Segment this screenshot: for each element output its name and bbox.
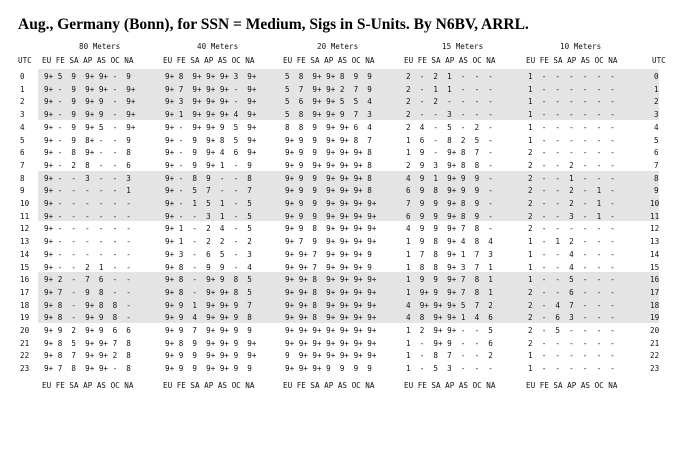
signal-cells: 6 9 8 9+ 9 9 - xyxy=(406,186,498,196)
utc-hour-right: 16 xyxy=(650,275,660,285)
utc-hour-right: 1 xyxy=(654,84,659,94)
signal-cells: 1 9 8 9+ 4 8 4 xyxy=(406,237,498,247)
signal-cells: 9+ 8 - 9+ 9 8 5 xyxy=(165,275,257,285)
signal-cells: 1 - - - - - - xyxy=(528,122,620,132)
signal-cells: 1 - 5 3 - - - xyxy=(406,364,498,374)
signal-cells: 9+ - 5 7 - - 7 xyxy=(165,186,257,196)
signal-cells: 9+ - - 2 1 - - xyxy=(44,262,136,272)
column-headers-bottom: EU FE SA AP AS OC NA xyxy=(526,380,618,390)
signal-cells: 2 - - 3 - - - xyxy=(406,110,498,120)
signal-cells: 2 4 - 5 - 2 - xyxy=(406,122,498,132)
signal-cells: 2 - - - - - - xyxy=(528,148,620,158)
signal-cells: 2 - - 3 - 1 - xyxy=(528,211,620,221)
utc-hour: 10 xyxy=(20,199,30,208)
signal-cells: 9+ - 9 9+ 5 - 9+ xyxy=(44,122,136,132)
signal-cells: 1 - - - - - - xyxy=(528,110,620,120)
column-headers: EU FE SA AP AS OC NA xyxy=(163,56,255,65)
utc-hour: 11 xyxy=(20,211,30,221)
utc-hour-right: 23 xyxy=(650,364,660,374)
signal-cells: 9+ 9+ 8 9+ 9+ 9+ 9+ xyxy=(285,313,377,323)
signal-cells: 9 9+ 9+ 9+ 9+ 9+ 9+ xyxy=(285,351,377,361)
utc-hour-right: 0 xyxy=(654,72,659,81)
signal-cells: 1 - 9+ 9 - - 6 xyxy=(406,338,498,348)
signal-cells: 4 9 1 9+ 9 9 - xyxy=(406,173,498,183)
signal-cells: 1 - - - - - - xyxy=(528,97,620,107)
utc-hour: 13 xyxy=(20,237,30,247)
signal-cells: 9+ 1 - 2 4 - 5 xyxy=(165,224,257,234)
signal-cells: 9+ 2 - 7 6 - - xyxy=(44,275,136,285)
signal-cells: 5 8 9+ 9+ 8 9 9 xyxy=(285,72,377,81)
utc-hour-right: 13 xyxy=(650,237,660,247)
signal-cells: 6 9 9 9+ 8 9 - xyxy=(406,211,498,221)
signal-cells: 9+ 9 9 9+ 9+ 9+ 8 xyxy=(285,148,377,158)
signal-cells: 4 8 9+ 9+ 1 4 6 xyxy=(406,313,498,323)
band-heading: 15 Meters xyxy=(442,42,484,51)
utc-hour-right: 12 xyxy=(650,224,660,234)
signal-cells: 9+ 8 - 9+ 9+ 8 5 xyxy=(165,287,257,297)
utc-hour-right: 5 xyxy=(654,135,659,145)
utc-hour-right: 8 xyxy=(654,173,659,183)
signal-cells: 9+ 9+ 8 9+ 9+ 9+ 9+ xyxy=(285,287,377,297)
signal-cells: 2 - 6 3 - - - xyxy=(528,313,620,323)
utc-hour: 17 xyxy=(20,287,30,297)
signal-cells: 1 - - - - - - xyxy=(528,135,620,145)
signal-cells: 9+ - 9 8+ - - 9 xyxy=(44,135,136,145)
utc-hour-right: 11 xyxy=(650,211,660,221)
signal-cells: 1 - - - - - - xyxy=(528,364,620,374)
signal-cells: 4 9+ 9+ 9+ 5 7 2 xyxy=(406,300,498,310)
signal-cells: 1 2 9+ 9+ - - 5 xyxy=(406,326,498,335)
utc-hour: 19 xyxy=(20,313,30,323)
signal-cells: 9+ 5 9 9+ 9+ - 9 xyxy=(44,72,136,81)
signal-cells: 9+ 9 9 9+ 9+ 8 7 xyxy=(285,135,377,145)
signal-cells: 9+ 3 - 6 5 - 3 xyxy=(165,249,257,259)
utc-hour-right: 10 xyxy=(650,199,660,208)
utc-hour: 4 xyxy=(20,122,25,132)
signal-cells: 9+ 7 - 9 8 - - xyxy=(44,287,136,297)
signal-cells: 9+ 9 9 9+ 9+ 9 9+ xyxy=(165,351,257,361)
signal-cells: 5 7 9+ 9+ 2 7 9 xyxy=(285,84,377,94)
utc-hour: 22 xyxy=(20,351,30,361)
utc-hour: 18 xyxy=(20,300,30,310)
utc-hour: 21 xyxy=(20,338,30,348)
utc-hour-right: 3 xyxy=(654,110,659,120)
signal-cells: 9+ 9 9 9+ 9+ 9+ 9+ xyxy=(285,211,377,221)
signal-cells: 9+ - - - - - - xyxy=(44,211,136,221)
band-heading: 20 Meters xyxy=(317,42,359,51)
signal-cells: 9+ - 9 9+ 8 5 9+ xyxy=(165,135,257,145)
utc-hour-right: 4 xyxy=(654,122,659,132)
column-headers-bottom: EU FE SA AP AS OC NA xyxy=(42,380,134,390)
signal-cells: 9+ - 9 9+ 4 6 9+ xyxy=(165,148,257,158)
utc-hour-right: 20 xyxy=(650,326,660,335)
utc-header: UTC xyxy=(18,56,32,65)
signal-cells: 2 9 3 9+ 8 8 - xyxy=(406,160,498,170)
signal-cells: 9+ - 9 9+ 9 - 9+ xyxy=(44,110,136,120)
signal-cells: 2 - 1 1 - - - xyxy=(406,84,498,94)
signal-cells: 9+ 8 - 9+ 8 8 - xyxy=(44,300,136,310)
signal-cells: 1 - - 5 - - - xyxy=(528,275,620,285)
signal-cells: 7 9 9 9+ 8 9 - xyxy=(406,199,498,208)
signal-cells: 9+ 9 1 9+ 9+ 9 7 xyxy=(165,300,257,310)
utc-hour: 16 xyxy=(20,275,30,285)
band-heading: 80 Meters xyxy=(79,42,121,51)
signal-cells: 1 - 1 2 - - - xyxy=(528,237,620,247)
signal-cells: 1 - 8 7 - - 2 xyxy=(406,351,498,361)
signal-cells: 9+ - - - - - - xyxy=(44,237,136,247)
column-headers: EU FE SA AP AS OC NA xyxy=(283,56,375,65)
utc-hour-right: 6 xyxy=(654,148,659,158)
signal-cells: 9+ - 9+ 9+ 9 5 9+ xyxy=(165,122,257,132)
utc-hour: 8 xyxy=(20,173,25,183)
signal-cells: 1 - - 4 - - - xyxy=(528,262,620,272)
signal-cells: 2 - - 6 - - - xyxy=(528,287,620,297)
utc-hour: 23 xyxy=(20,364,30,374)
utc-hour: 0 xyxy=(20,72,25,81)
signal-cells: 9+ 8 5 9+ 9+ 7 8 xyxy=(44,338,136,348)
signal-cells: 9+ 9 9 9+ 9+ 9+ 9+ xyxy=(285,199,377,208)
signal-cells: 9+ - 1 5 1 - 5 xyxy=(165,199,257,208)
signal-cells: 9+ 8 9+ 9+ 9+ 3 9+ xyxy=(165,72,257,81)
signal-cells: 9+ 7 9 9+ 9+ 9+ 9+ xyxy=(285,237,377,247)
signal-cells: 9+ - - - - - - xyxy=(44,224,136,234)
signal-cells: 9+ 9+ 7 9+ 9+ 9+ 9 xyxy=(285,262,377,272)
signal-cells: 9+ 8 9 9+ 9+ 9 9+ xyxy=(165,338,257,348)
signal-cells: 2 - - - - - - xyxy=(528,224,620,234)
utc-hour-right: 19 xyxy=(650,313,660,323)
signal-cells: 1 9 - 9+ 8 7 - xyxy=(406,148,498,158)
column-headers: EU FE SA AP AS OC NA xyxy=(404,56,496,65)
utc-hour-right: 22 xyxy=(650,351,660,361)
signal-cells: 9+ 1 9+ 9+ 9+ 4 9+ xyxy=(165,110,257,120)
signal-cells: 9+ 3 9+ 9+ 9+ - 9+ xyxy=(165,97,257,107)
signal-cells: 2 - 2 1 - - - xyxy=(406,72,498,81)
signal-cells: 9+ 7 9+ 9+ 9+ - 9+ xyxy=(165,84,257,94)
column-headers: EU FE SA AP AS OC NA xyxy=(526,56,618,65)
signal-cells: 9+ 9 2 9+ 9 6 6 xyxy=(44,326,136,335)
band-heading: 40 Meters xyxy=(197,42,239,51)
band-heading: 10 Meters xyxy=(560,42,602,51)
signal-cells: 9+ - - - - - - xyxy=(44,199,136,208)
signal-cells: 1 9 9 9+ 7 8 1 xyxy=(406,275,498,285)
signal-cells: 9+ 9 9 9+ 9+ 9 9 xyxy=(165,364,257,374)
utc-hour: 3 xyxy=(20,110,25,120)
column-headers-bottom: EU FE SA AP AS OC NA xyxy=(163,380,255,390)
utc-hour-right: 7 xyxy=(654,160,659,170)
signal-cells: 2 - - 2 - 1 - xyxy=(528,186,620,196)
utc-hour-right: 21 xyxy=(650,338,660,348)
utc-hour-right: 9 xyxy=(654,186,659,196)
column-headers-bottom: EU FE SA AP AS OC NA xyxy=(283,380,375,390)
signal-cells: 2 - - 2 - - - xyxy=(528,160,620,170)
signal-cells: 9+ 9+ 8 9+ 9+ 9+ 9+ xyxy=(285,300,377,310)
signal-cells: 8 8 9 9+ 9+ 6 4 xyxy=(285,122,377,132)
signal-cells: 9+ - - 3 1 - 5 xyxy=(165,211,257,221)
signal-cells: 9+ 9 9 9+ 9+ 9+ 8 xyxy=(285,186,377,196)
signal-cells: 9+ 9 4 9+ 9+ 9 8 xyxy=(165,313,257,323)
signal-cells: 9+ 7 8 9+ 9+ - 8 xyxy=(44,364,136,374)
utc-hour-right: 2 xyxy=(654,97,659,107)
signal-cells: 2 - - 1 - - - xyxy=(528,173,620,183)
signal-cells: 9+ - 2 8 - - 6 xyxy=(44,160,136,170)
signal-cells: 9+ - 9 9+ 9 - 9+ xyxy=(44,97,136,107)
signal-cells: 9+ 9+ 8 9+ 9+ 9+ 9+ xyxy=(285,275,377,285)
signal-cells: 2 - - - - - - xyxy=(528,338,620,348)
signal-cells: 9+ 1 - 2 2 - 2 xyxy=(165,237,257,247)
column-headers-bottom: EU FE SA AP AS OC NA xyxy=(404,380,496,390)
signal-cells: 9+ 8 - 9 9 - 4 xyxy=(165,262,257,272)
signal-cells: 9+ 9+ 9+ 9+ 9+ 9+ 9+ xyxy=(285,326,377,335)
signal-cells: 1 9+ 9 9+ 7 8 1 xyxy=(406,287,498,297)
signal-cells: 1 6 - 8 2 5 - xyxy=(406,135,498,145)
signal-cells: 9+ 8 7 9+ 9+ 2 8 xyxy=(44,351,136,361)
utc-hour: 5 xyxy=(20,135,25,145)
signal-cells: 2 - 5 - - - - xyxy=(528,326,620,335)
utc-hour: 6 xyxy=(20,148,25,158)
signal-cells: 9+ 8 - 9+ 9 8 - xyxy=(44,313,136,323)
signal-cells: 5 8 9+ 9+ 9 7 3 xyxy=(285,110,377,120)
utc-hour: 15 xyxy=(20,262,30,272)
utc-hour: 12 xyxy=(20,224,30,234)
signal-cells: 1 - - - - - - xyxy=(528,72,620,81)
signal-cells: 9+ 9 9 9+ 9+ 9+ 8 xyxy=(285,173,377,183)
signal-cells: 9+ - 9 9+ 9+ - 9+ xyxy=(44,84,136,94)
signal-cells: 5 6 9+ 9+ 5 5 4 xyxy=(285,97,377,107)
utc-hour-right: 15 xyxy=(650,262,660,272)
utc-hour: 9 xyxy=(20,186,25,196)
signal-cells: 9+ - 9 9+ 1 - 9 xyxy=(165,160,257,170)
signal-cells: 2 - 2 - - - - xyxy=(406,97,498,107)
utc-hour: 1 xyxy=(20,84,25,94)
utc-hour-right: 17 xyxy=(650,287,660,297)
signal-cells: 1 - - - - - - xyxy=(528,84,620,94)
signal-cells: 2 - - 2 - 1 - xyxy=(528,199,620,208)
signal-cells: 9+ - - 3 - - 3 xyxy=(44,173,136,183)
signal-cells: 9+ 9 8 9+ 9+ 9+ 9+ xyxy=(285,224,377,234)
utc-hour: 14 xyxy=(20,249,30,259)
signal-cells: 9+ - 8 9+ - - 8 xyxy=(44,148,136,158)
signal-cells: 9+ - - - - - - xyxy=(44,249,136,259)
column-headers: EU FE SA AP AS OC NA xyxy=(42,56,134,65)
utc-hour: 7 xyxy=(20,160,25,170)
signal-cells: 4 9 9 9+ 7 8 - xyxy=(406,224,498,234)
utc-hour-right: 14 xyxy=(650,249,660,259)
utc-hour-right: 18 xyxy=(650,300,660,310)
signal-cells: 1 - - - - - - xyxy=(528,351,620,361)
signal-cells: 9+ - - - - - 1 xyxy=(44,186,136,196)
page-title: Aug., Germany (Bonn), for SSN = Medium, Sigs in S-Units. By N6BV, ARRL. xyxy=(18,16,529,33)
signal-cells: 9+ 9+ 9+ 9+ 9+ 9+ 9+ xyxy=(285,338,377,348)
signal-cells: 1 8 8 9+ 3 7 1 xyxy=(406,262,498,272)
signal-cells: 9+ 9+ 7 9+ 9+ 9+ 9 xyxy=(285,249,377,259)
signal-cells: 1 7 8 9+ 1 7 3 xyxy=(406,249,498,259)
signal-cells: 9+ 9 9+ 9+ 9+ 9+ 8 xyxy=(285,160,377,170)
signal-cells: 9+ 9 7 9+ 9+ 9 9 xyxy=(165,326,257,335)
signal-cells: 2 - 4 7 - - - xyxy=(528,300,620,310)
signal-cells: 1 - - 4 - - - xyxy=(528,249,620,259)
signal-cells: 9+ - 8 9 - - 8 xyxy=(165,173,257,183)
signal-cells: 9+ 9+ 9+ 9 9 9 9 xyxy=(285,364,377,374)
utc-hour: 20 xyxy=(20,326,30,335)
utc-hour: 2 xyxy=(20,97,25,107)
utc-header-right: UTC xyxy=(652,56,666,65)
